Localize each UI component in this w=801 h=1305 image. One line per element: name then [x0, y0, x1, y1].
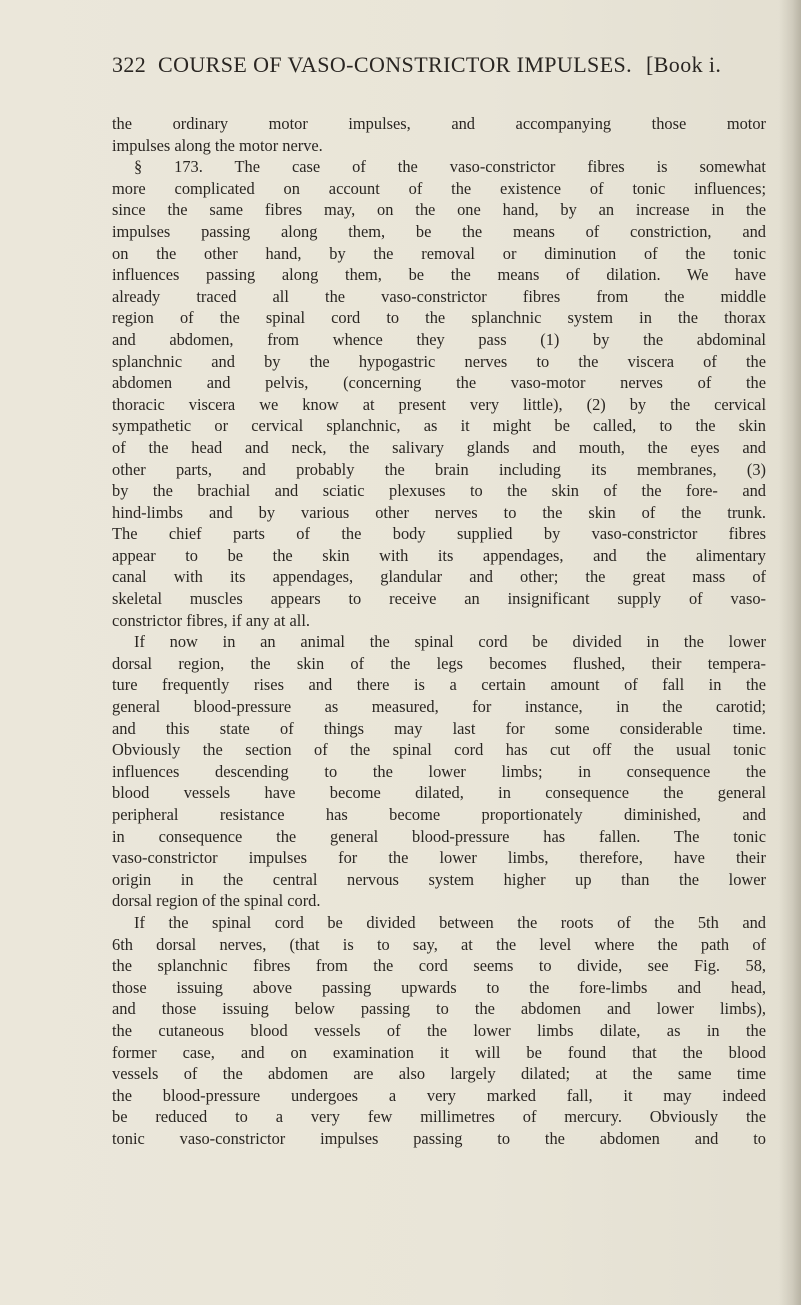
text-line: constrictor fibres, if any at all. [112, 610, 310, 630]
text-line: region of the spinal cord to the splanchnic system in the thorax [112, 308, 766, 328]
text-line: appear to be the skin with its appendages, and the alimentary [112, 545, 766, 565]
text-line: former case, and on examination it will be found that the blood [112, 1042, 766, 1062]
text-line: more complicated on account of the existence of tonic influences; [112, 178, 766, 198]
text-line: the cutaneous blood vessels of the lower limbs dilate, as in the [112, 1020, 766, 1040]
text-line: dorsal region, the skin of the legs becomes flushed, their tempera- [112, 653, 766, 673]
text-line: vessels of the abdomen are also largely dilated; at the same time [112, 1064, 766, 1084]
text-line: influences descending to the lower limbs; in consequence the [112, 761, 766, 781]
text-line: in consequence the general blood-pressure has fallen. The tonic [112, 826, 766, 846]
text-line: peripheral resistance has become proportionately diminished, and [112, 805, 766, 824]
text-line: the splanchnic fibres from the cord seems to divide, see Fig. 58, [112, 956, 766, 976]
text-line: the ordinary motor impulses, and accompanying those motor [112, 114, 766, 133]
text-line: tonic vaso-constrictor impulses passing to the abdomen and to [112, 1128, 766, 1148]
text-line: sympathetic or cervical splanchnic, as it might be called, to the skin [112, 416, 766, 436]
text-line: 6th dorsal nerves, (that is to say, at the level where the path of [112, 934, 766, 954]
text-line: Obviously the section of the spinal cord has cut off the usual tonic [112, 740, 766, 760]
text-line: canal with its appendages, glandular and other; the great mass of [112, 567, 766, 587]
text-line: abdomen and pelvis, (concerning the vaso-motor nerves of the [112, 373, 766, 393]
paragraph-first-line: If now in an animal the spinal cord be divided in the lower [134, 632, 766, 652]
text-line: on the other hand, by the removal or diminution of the tonic [112, 243, 766, 263]
paragraph-first-line: If the spinal cord be divided between the roots of the 5th and [134, 912, 766, 932]
text-line: and those issuing below passing to the abdomen and lower limbs), [112, 999, 766, 1019]
text-line: splanchnic and by the hypogastric nerves to the viscera of the [112, 351, 766, 371]
text-line: and this state of things may last for some considerable time. [112, 718, 766, 738]
text-line: those issuing above passing upwards to the fore-limbs and head, [112, 977, 766, 997]
text-line: influences passing along them, be the means of dilation. We have [112, 265, 766, 285]
text-line: dorsal region of the spinal cord. [112, 891, 321, 911]
running-title: COURSE OF VASO-CONSTRICTOR IMPULSES. [158, 52, 633, 77]
text-line: thoracic viscera we know at present very little), (2) by the cervical [112, 394, 766, 414]
text-line: impulses passing along them, be the means of constriction, and [112, 221, 766, 241]
text-line: hind-limbs and by various other nerves to the skin of the trunk. [112, 502, 766, 522]
text-line: and abdomen, from whence they pass (1) by the abdominal [112, 329, 766, 349]
page-edge-shadow [779, 0, 801, 1305]
text-line: impulses along the motor nerve. [112, 135, 323, 155]
text-line: origin in the central nervous system higher up than the lower [112, 869, 766, 889]
body-text [112, 113, 766, 1150]
text-line: of the head and neck, the salivary glands and mouth, the eyes and [112, 437, 766, 457]
page-number: 322 [112, 52, 147, 77]
text-line: other parts, and probably the brain including its membranes, (3) [112, 459, 766, 479]
running-header [112, 52, 772, 84]
text-line: blood vessels have become dilated, in consequence the general [112, 783, 766, 803]
text-line: vaso-constrictor impulses for the lower limbs, therefore, have their [112, 848, 766, 868]
text-line: The chief parts of the body supplied by vaso-constrictor fibres [112, 524, 766, 544]
text-line: since the same fibres may, on the one hand, by an increase in the [112, 200, 766, 220]
text-line: the blood-pressure undergoes a very marked fall, it may indeed [112, 1085, 766, 1105]
text-line: skeletal muscles appears to receive an insignificant supply of vaso- [112, 589, 766, 609]
text-line: already traced all the vaso-constrictor fibres from the middle [112, 286, 766, 306]
section-173-first-line: § 173. The case of the vaso-constrictor fibres is somewhat [134, 157, 766, 177]
text-line: by the brachial and sciatic plexuses to the skin of the fore- and [112, 481, 766, 501]
text-line: general blood-pressure as measured, for instance, in the carotid; [112, 697, 766, 717]
text-line: ture frequently rises and there is a certain amount of fall in the [112, 675, 766, 695]
text-line: be reduced to a very few millimetres of mercury. Obviously the [112, 1107, 766, 1127]
book-reference: [Book i. [646, 52, 722, 77]
